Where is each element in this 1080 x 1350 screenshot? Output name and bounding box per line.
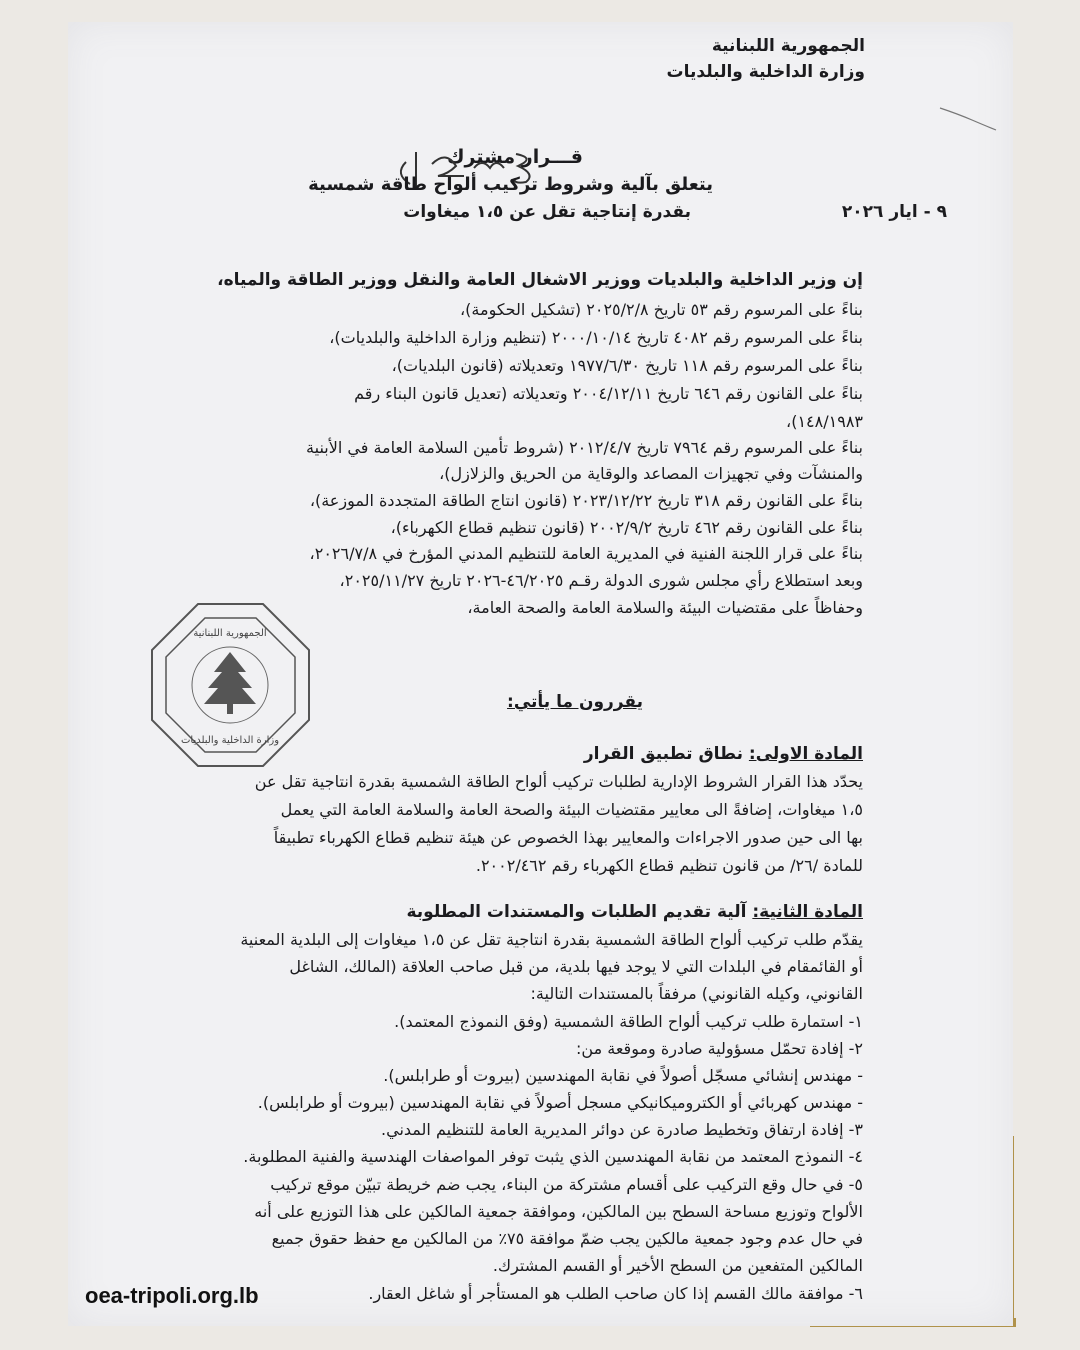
article2-line: ٣- إفادة ارتفاق وتخطيط صادرة عن دوائر المديرية العامة للتنظيم المدني. bbox=[381, 1120, 863, 1139]
article2-line: الألواح وتوزيع مساحة السطح بين المالكين، وموافقة جمعية المالكين على هذا التوزيع على أنه bbox=[254, 1202, 863, 1221]
preamble-line: ١٤٨/١٩٨٣)، bbox=[786, 412, 863, 431]
article2-line: القانوني، وكيله القانوني) مرفقاً بالمستندات التالية: bbox=[530, 984, 863, 1003]
article1-line: ١،٥ ميغاوات، إضافةً الى معايير مقتضيات البيئة والصحة العامة والسلامة العامة التي يعمل bbox=[280, 800, 863, 819]
decision-label: قـــرار مشترك bbox=[447, 146, 583, 168]
article2-line: ٦- موافقة مالك القسم إذا كان صاحب الطلب هو المستأجر أو شاغل العقار. bbox=[368, 1284, 863, 1303]
article2-line: يقدّم طلب تركيب ألواح الطاقة الشمسية بقدرة انتاجية تقل عن ١،٥ ميغاوات إلى البلدية المعنية bbox=[240, 930, 863, 949]
article2-line: أو القائمقام في البلدات التي لا يوجد فيها بلدية، من قبل صاحب العلاقة (المالك، الشاغل bbox=[289, 957, 863, 976]
subject-line-1: يتعلق بآلية وشروط تركيب ألواح طاقة شمسية bbox=[308, 174, 713, 195]
preamble-line: بناءً على المرسوم رقم ٧٩٦٤ تاريخ ٢٠١٢/٤/٧ (شروط تأمين السلامة العامة في الأبنية bbox=[306, 438, 863, 457]
article2-line: ١- استمارة طلب تركيب ألواح الطاقة الشمسية (وفق النموذج المعتمد). bbox=[394, 1012, 863, 1031]
preamble-line: بناءً على المرسوم رقم ١١٨ تاريخ ١٩٧٧/٦/٣٠ وتعديلاته (قانون البلديات)، bbox=[391, 356, 863, 375]
pencil-mark-icon bbox=[938, 102, 998, 132]
svg-text:الجمهورية اللبنانية: الجمهورية اللبنانية bbox=[193, 628, 267, 639]
header-ministry: وزارة الداخلية والبلديات bbox=[666, 62, 865, 82]
article1-line: للمادة /٢٦/ من قانون تنظيم قطاع الكهرباء رقم ٢٠٠٢/٤٦٢. bbox=[475, 856, 863, 875]
preamble-line: بناءً على المرسوم رقم ٤٠٨٢ تاريخ ٢٠٠٠/١٠/١٤ (تنظيم وزارة الداخلية والبلديات)، bbox=[329, 328, 863, 347]
article2-line: ٥- في حال وقع التركيب على أقسام مشتركة من البناء، يجب ضم خريطة تبيّن موقع تركيب bbox=[270, 1175, 863, 1194]
article1-heading: المادة الاولى: نطاق تطبيق القرار bbox=[583, 744, 863, 764]
preamble-line: بناءً على المرسوم رقم ٥٣ تاريخ ٢٠٢٥/٢/٨ (تشكيل الحكومة)، bbox=[460, 300, 863, 319]
article2-line: - مهندس كهربائي أو الكتروميكانيكي مسجل أصولاً في نقابة المهندسين (بيروت أو طرابلس). bbox=[257, 1093, 863, 1112]
preamble-line: وبعد استطلاع رأي مجلس شورى الدولة رقـم ٤٦/٢٠٢٥-٢٠٢٦ تاريخ ٢٠٢٥/١١/٢٧، bbox=[339, 571, 863, 590]
preamble-line: بناءً على القانون رقم ٦٤٦ تاريخ ٢٠٠٤/١٢/١١ وتعديلاته (تعديل قانون البناء رقم bbox=[354, 384, 863, 403]
preamble-line: بناءً على قرار اللجنة الفنية في المديرية العامة للتنظيم المدني المؤرخ في ٢٠٢٦/٧/٨، bbox=[309, 544, 863, 563]
svg-text:وزارة الداخلية والبلديات: وزارة الداخلية والبلديات bbox=[180, 735, 280, 746]
header-republic: الجمهورية اللبنانية bbox=[711, 36, 865, 56]
ministry-seal-icon bbox=[148, 600, 313, 770]
preamble-line: وحفاظاً على مقتضيات البيئة والسلامة العامة والصحة العامة، bbox=[467, 598, 863, 617]
document-page bbox=[68, 22, 1013, 1326]
article2-line: - مهندس إنشائي مسجّل أصولاً في نقابة المهندسين (بيروت أو طرابلس). bbox=[383, 1066, 863, 1085]
preamble-line: إن وزير الداخلية والبلديات ووزير الاشغال العامة والنقل ووزير الطاقة والمياه، bbox=[217, 270, 863, 290]
article1-line: يحدّد هذا القرار الشروط الإدارية لطلبات تركيب ألواح الطاقة الشمسية بقدرة انتاجية تقل عن bbox=[254, 772, 863, 791]
article2-line: ٢- إفادة تحمّل مسؤولية صادرة وموقعة من: bbox=[576, 1039, 863, 1058]
article2-heading: المادة الثانية: آلية تقديم الطلبات والمستندات المطلوبة bbox=[406, 902, 863, 922]
article1-line: بها الى حين صدور الاجراءات والمعايير بهذا الخصوص عن هيئة تنظيم قطاع الكهرباء تطبيقاً bbox=[273, 828, 863, 847]
article2-line: المالكين المتفعين من السطح الأخير أو القسم المشترك. bbox=[492, 1256, 863, 1275]
decision-date: ٩ - ايار ٢٠٢٦ bbox=[841, 202, 947, 222]
website-watermark: oea-tripoli.org.lb bbox=[85, 1283, 259, 1308]
preamble-line: والمنشآت وفي تجهيزات المصاعد والوقاية من الحريق والزلازل)، bbox=[439, 464, 863, 483]
preamble-line: بناءً على القانون رقم ٤٦٢ تاريخ ٢٠٠٢/٩/٢ (قانون تنظيم قطاع الكهرباء)، bbox=[390, 518, 863, 537]
preamble-line: بناءً على القانون رقم ٣١٨ تاريخ ٢٠٢٣/١٢/٢٢ (قانون انتاج الطاقة المتجددة الموزعة)، bbox=[309, 491, 863, 510]
article2-line: في حال عدم وجود جمعية مالكين يجب ضمّ موافقة ٧٥٪ من المالكين مع حفظ حقوق جميع bbox=[271, 1229, 863, 1248]
subject-line-2: بقدرة إنتاجية تقل عن ١،٥ ميغاوات bbox=[403, 202, 691, 222]
article2-line: ٤- النموذج المعتمد من نقابة المهندسين الذي يثبت توفر المواصفات الهندسية والفنية المطلوبة. bbox=[243, 1147, 863, 1166]
decide-heading: يقررون ما يأتي: bbox=[507, 692, 643, 712]
